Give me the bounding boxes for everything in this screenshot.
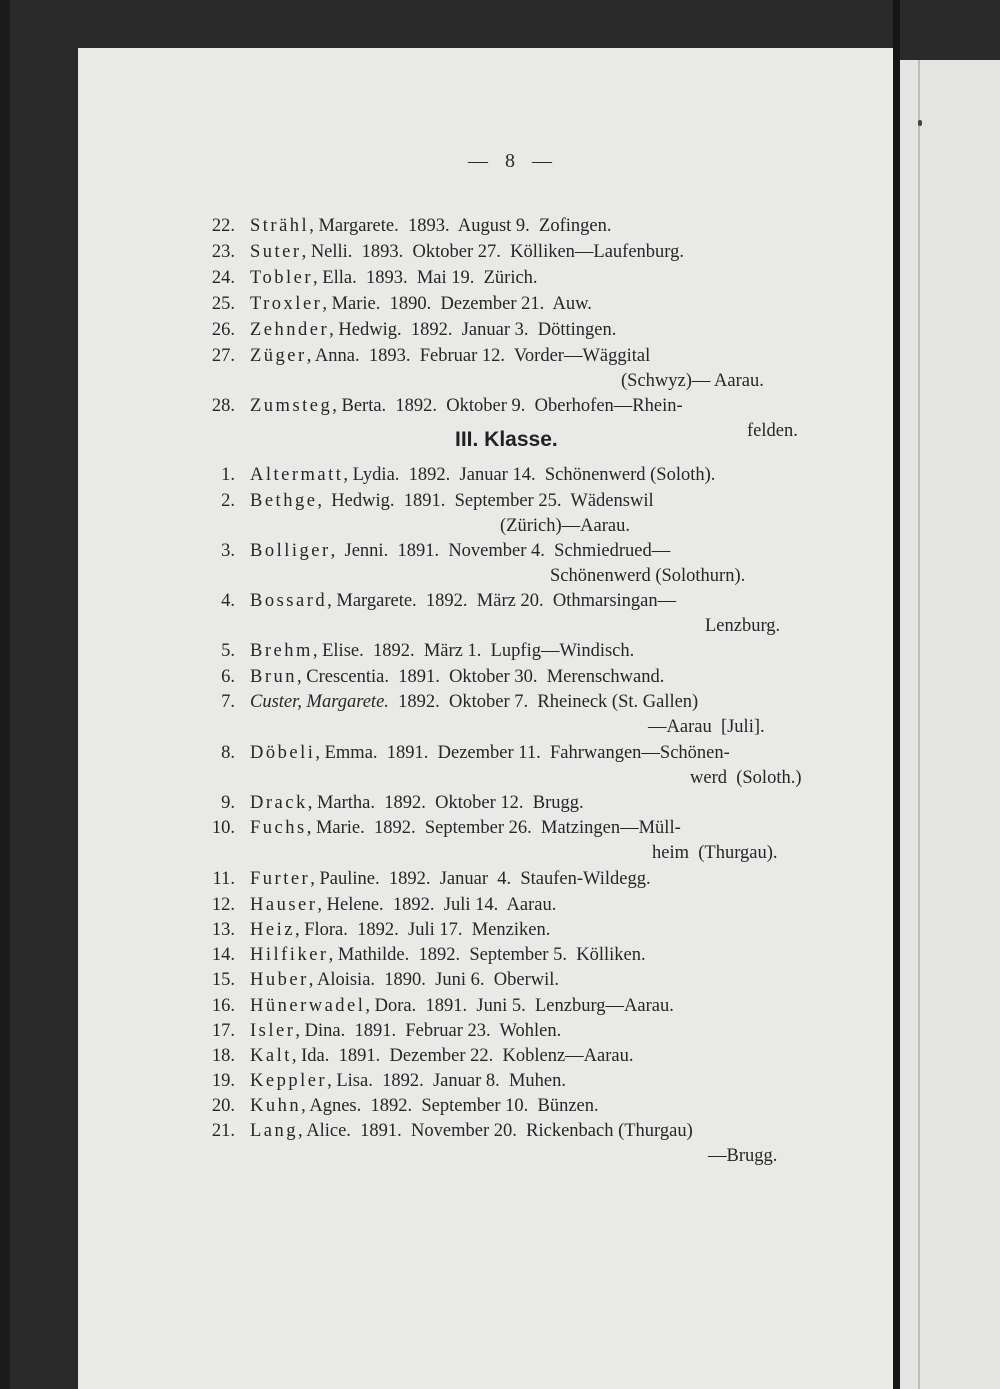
entry-number: 10. (211, 818, 235, 838)
entry-details: , Lydia. 1892. Januar 14. Schönenwerd (Soloth). (343, 465, 716, 485)
entry-text (250, 317, 616, 343)
list-item (0, 239, 900, 265)
entry-number: 11. (212, 869, 235, 889)
continuation-text: (Zürich)—Aarau. (500, 516, 630, 536)
entry-text (250, 1118, 693, 1144)
student-surname: Lang (250, 1121, 299, 1141)
entry-details: , Anna. 1893. Februar 12. Vorder—Wäggital (306, 346, 651, 366)
entry-number: 13. (211, 920, 235, 940)
list-item (0, 892, 900, 918)
student-surname: Züger (250, 346, 307, 366)
continuation-text: Lenzburg. (705, 616, 781, 636)
student-surname: Hilfiker (250, 945, 329, 965)
entry-details: , Margarete. 1892. März 20. Othmarsingan— (327, 591, 677, 611)
student-surname: Hauser (250, 895, 318, 915)
entry-text (250, 993, 674, 1019)
scan-dot (918, 120, 922, 126)
adjacent-page-edge (900, 60, 1000, 1389)
continuation-text: heim (Thurgau). (652, 843, 778, 863)
entry-number: 27. (211, 346, 235, 366)
entry-text (250, 343, 650, 369)
entry-details: , Marie. 1890. Dezember 21. Auw. (322, 294, 592, 314)
entry-details: , Marie. 1892. September 26. Matzingen—Müll- (306, 818, 681, 838)
student-surname: Troxler (250, 294, 323, 314)
entry-number: 20. (211, 1096, 235, 1116)
list-item (0, 664, 900, 690)
section-heading: III. Klasse. (455, 428, 558, 451)
list-item (0, 638, 900, 664)
entry-text (250, 638, 634, 664)
entry-details: , Crescentia. 1891. Oktober 30. Merenschwand. (297, 667, 665, 687)
entry-text (250, 1093, 599, 1119)
entry-details: , Emma. 1891. Dezember 11. Fahrwangen—Schönen- (315, 743, 730, 763)
entry-details: , Ida. 1891. Dezember 22. Koblenz—Aarau. (291, 1046, 634, 1066)
entry-details: , Flora. 1892. Juli 17. Menziken. (294, 920, 551, 940)
student-surname: Zumsteg (250, 396, 333, 416)
entry-details: , Berta. 1892. Oktober 9. Oberhofen—Rhein- (332, 396, 683, 416)
entry-text (250, 866, 651, 892)
entry-text (250, 689, 698, 715)
student-surname: Altermatt (250, 465, 344, 485)
entry-text (250, 1043, 633, 1069)
page-fold-line (918, 60, 920, 1389)
entry-number: 9. (221, 793, 235, 813)
entry-details: , Helene. 1892. Juli 14. Aarau. (317, 895, 557, 915)
entry-text (250, 462, 715, 488)
entry-details: , Hedwig. 1891. September 25. Wädenswil (317, 491, 654, 511)
entry-number: 15. (211, 970, 235, 990)
list-item (0, 942, 900, 968)
entry-text (250, 1068, 566, 1094)
entry-details: , Margarete. 1893. August 9. Zofingen. (309, 216, 612, 236)
continuation-text: Schönenwerd (Solothurn). (550, 566, 746, 586)
entry-number: 18. (211, 1046, 235, 1066)
student-surname: Furter (250, 869, 311, 889)
entry-number: 5. (221, 641, 235, 661)
entry-number: 6. (221, 667, 235, 687)
list-item (0, 993, 900, 1019)
entry-number: 21. (211, 1121, 235, 1141)
entry-details: , Aloisia. 1890. Juni 6. Oberwil. (308, 970, 559, 990)
list-item (0, 538, 900, 564)
student-surname: Kalt (250, 1046, 292, 1066)
entry-number: 26. (211, 320, 235, 340)
student-surname: Brun (250, 667, 297, 687)
page-number: — 8 — (468, 150, 558, 172)
list-item (0, 815, 900, 841)
entry-text (250, 588, 676, 614)
student-surname: Zehnder (250, 320, 330, 340)
continuation-text: —Aarau [Juli]. (648, 717, 765, 737)
list-item (0, 740, 900, 766)
continuation-text: werd (Soloth.) (690, 768, 802, 788)
student-surname: Custer, Margarete. (250, 692, 389, 712)
list-item (0, 291, 900, 317)
entry-details: , Hedwig. 1892. Januar 3. Döttingen. (329, 320, 617, 340)
entry-number: 7. (221, 692, 235, 712)
student-surname: Fuchs (250, 818, 307, 838)
entry-number: 22. (211, 216, 235, 236)
entry-number: 23. (211, 242, 235, 262)
list-item (0, 967, 900, 993)
entry-text (250, 265, 538, 291)
list-item (0, 265, 900, 291)
continuation-text: (Schwyz)— Aarau. (621, 371, 764, 391)
entry-text (250, 790, 584, 816)
entry-text (250, 538, 670, 564)
entry-details: , Nelli. 1893. Oktober 27. Kölliken—Laufenburg. (301, 242, 685, 262)
list-item (0, 1043, 900, 1069)
entry-number: 19. (211, 1071, 235, 1091)
list-item (0, 317, 900, 343)
entry-number: 16. (211, 996, 235, 1016)
entry-details: , Jenni. 1891. November 4. Schmiedrued— (330, 541, 671, 561)
entry-number: 24. (211, 268, 235, 288)
student-surname: Strähl (250, 216, 310, 236)
entry-number: 3. (221, 541, 235, 561)
student-surname: Bethge (250, 491, 318, 511)
entry-number: 14. (211, 945, 235, 965)
student-surname: Tobler (250, 268, 314, 288)
list-item (0, 1068, 900, 1094)
entry-details: 1892. Oktober 7. Rheineck (St. Gallen) (388, 692, 699, 712)
entry-text (250, 213, 612, 239)
student-surname: Döbeli (250, 743, 316, 763)
list-item (0, 393, 900, 419)
list-item (0, 790, 900, 816)
list-item (0, 1018, 900, 1044)
entry-details: , Lisa. 1892. Januar 8. Muhen. (327, 1071, 567, 1091)
student-surname: Kuhn (250, 1096, 302, 1116)
student-surname: Suter (250, 242, 302, 262)
entry-number: 8. (221, 743, 235, 763)
entry-details: , Martha. 1892. Oktober 12. Brugg. (307, 793, 584, 813)
student-surname: Keppler (250, 1071, 328, 1091)
entry-number: 25. (211, 294, 235, 314)
entry-number: 4. (221, 591, 235, 611)
entry-text (250, 488, 654, 514)
entry-details: , Dora. 1891. Juni 5. Lenzburg—Aarau. (365, 996, 674, 1016)
list-item (0, 213, 900, 239)
student-surname: Heiz (250, 920, 295, 940)
entry-details: , Agnes. 1892. September 10. Bünzen. (301, 1096, 599, 1116)
entry-number: 17. (211, 1021, 235, 1041)
entry-details: , Mathilde. 1892. September 5. Kölliken. (328, 945, 646, 965)
list-item (0, 1118, 900, 1144)
list-item (0, 488, 900, 514)
entry-number: 28. (211, 396, 235, 416)
page-number-value: 8 (505, 150, 521, 172)
entry-text (250, 1018, 561, 1044)
student-surname: Drack (250, 793, 308, 813)
entry-text (250, 967, 559, 993)
list-item (0, 866, 900, 892)
student-surname: Bossard (250, 591, 328, 611)
student-surname: Bolliger (250, 541, 331, 561)
entry-text (250, 239, 684, 265)
entry-text (250, 740, 730, 766)
entry-details: , Dina. 1891. Februar 23. Wohlen. (295, 1021, 562, 1041)
list-item (0, 343, 900, 369)
entry-text (250, 892, 556, 918)
entry-details: , Alice. 1891. November 20. Rickenbach (Thurgau) (298, 1121, 693, 1141)
list-item (0, 689, 900, 715)
student-surname: Isler (250, 1021, 296, 1041)
continuation-text: —Brugg. (708, 1146, 778, 1166)
entry-text (250, 917, 550, 943)
student-surname: Brehm (250, 641, 313, 661)
student-surname: Huber (250, 970, 309, 990)
entry-number: 2. (221, 491, 235, 511)
entry-details: , Ella. 1893. Mai 19. Zürich. (313, 268, 538, 288)
entry-details: , Elise. 1892. März 1. Lupfig—Windisch. (312, 641, 635, 661)
entry-text (250, 393, 683, 419)
list-item (0, 588, 900, 614)
list-item (0, 1093, 900, 1119)
entry-number: 1. (221, 465, 235, 485)
list-item (0, 462, 900, 488)
student-surname: Hünerwadel (250, 996, 366, 1016)
entry-details: , Pauline. 1892. Januar 4. Staufen-Wildegg. (310, 869, 651, 889)
continuation-text: felden. (747, 421, 798, 441)
entry-number: 12. (211, 895, 235, 915)
entry-text (250, 291, 592, 317)
entry-text (250, 664, 664, 690)
list-item (0, 917, 900, 943)
entry-text (250, 942, 646, 968)
entry-text (250, 815, 681, 841)
